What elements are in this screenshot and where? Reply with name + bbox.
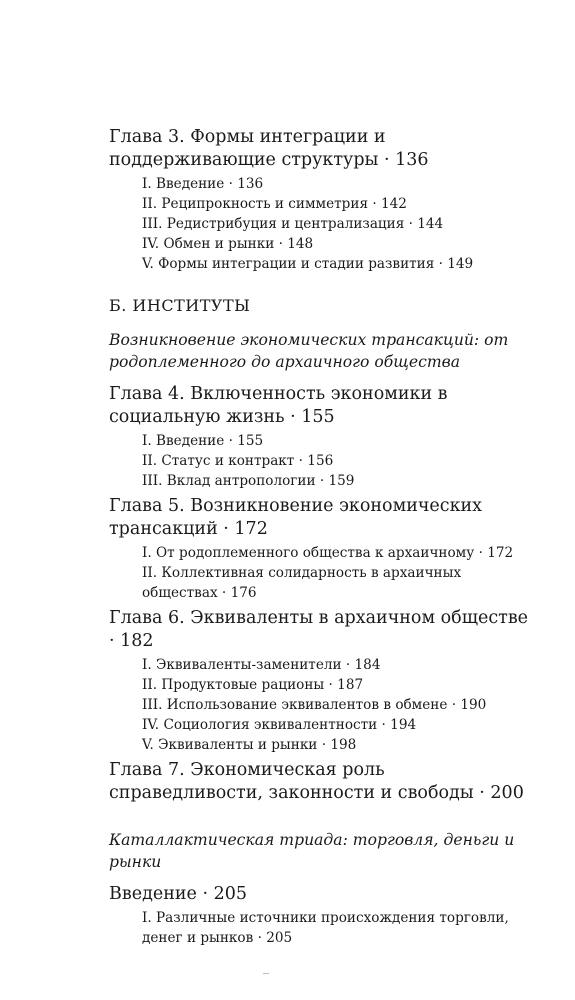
toc-chapter (109, 495, 529, 603)
chapter-title: Глава 6. Эквиваленты в архаичном обществе · 182 (109, 608, 529, 651)
table-of-contents (109, 126, 529, 952)
toc-entry: III. Вклад антропологии · 159 (142, 473, 355, 489)
chapter-sections (109, 431, 529, 491)
page-mark (263, 973, 269, 974)
chapter-title: Глава 4. Включенность экономики в социальную жизнь · 155 (109, 384, 448, 427)
part-title: Каталлактическая триада: торговля, деньги и рынки (109, 831, 515, 871)
toc-entry: I. Введение · 136 (142, 176, 264, 192)
toc-entry: IV. Обмен и рынки · 148 (142, 236, 314, 252)
part-title: Возникновение экономических трансакций: от родоплеменного до архаичного общества (109, 331, 509, 371)
chapter-title: Глава 5. Возникновение экономических трансакций · 172 (109, 496, 483, 539)
toc-entry: II. Коллективная солидарность в архаичных обществах · 176 (142, 565, 462, 601)
toc-chapter (109, 883, 529, 948)
chapter-title: Глава 3. Формы интеграции и поддерживающие структуры · 136 (109, 127, 429, 170)
toc-entry: V. Эквиваленты и рынки · 198 (142, 737, 357, 753)
toc-chapter (109, 383, 529, 491)
toc-entry: I. Введение · 155 (142, 433, 264, 449)
section-heading: Б. ИНСТИТУТЫ (109, 296, 251, 315)
toc-entry: IV. Социология эквивалентности · 194 (142, 717, 417, 733)
chapter-title: Введение · 205 (109, 884, 247, 904)
toc-entry: II. Реципрокность и симметрия · 142 (142, 196, 407, 212)
toc-entry: II. Статус и контракт · 156 (142, 453, 334, 469)
toc-entry: III. Редистрибуция и централизация · 144 (142, 216, 444, 232)
chapter-title: Глава 7. Экономическая роль справедливости, законности и свободы · 200 (109, 760, 524, 803)
toc-entry: I. Эквиваленты-заменители · 184 (142, 657, 381, 673)
toc-chapter (109, 759, 529, 805)
toc-entry: V. Формы интеграции и стадии развития · 149 (142, 256, 474, 272)
chapter-sections (109, 543, 529, 603)
chapter-sections (109, 908, 529, 948)
chapter-sections (109, 174, 529, 274)
toc-chapter (109, 126, 529, 274)
toc-entry: III. Использование эквивалентов в обмене · 190 (142, 697, 487, 713)
toc-entry: I. От родоплеменного общества к архаичному · 172 (142, 545, 514, 561)
toc-entry: II. Продуктовые рационы · 187 (142, 677, 364, 693)
toc-entry: I. Различные источники происхождения торговли, денег и рынков · 205 (142, 910, 509, 946)
chapter-sections (109, 655, 529, 755)
toc-chapter (109, 607, 529, 755)
